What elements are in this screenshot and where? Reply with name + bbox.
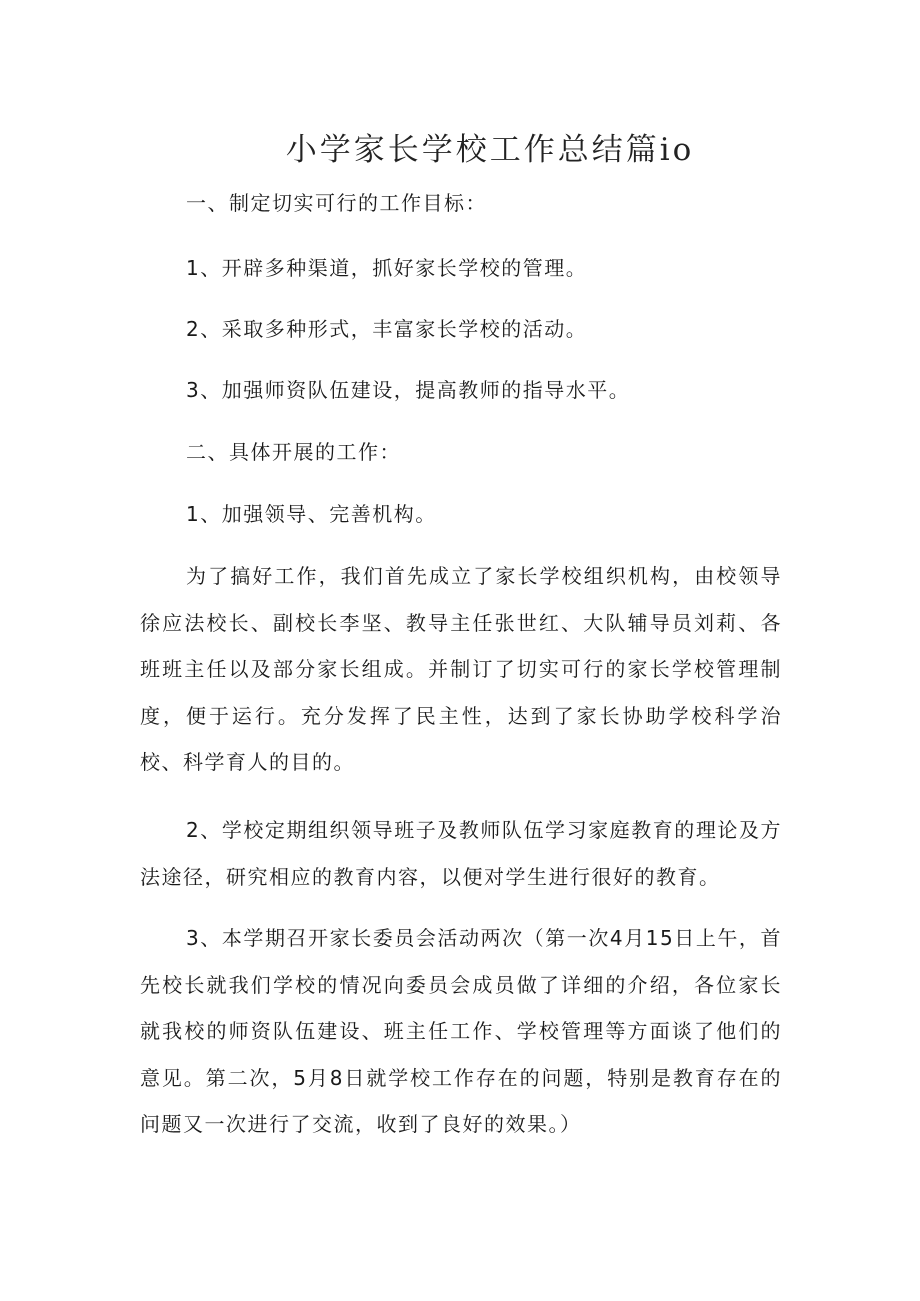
section-2-heading: 二、具体开展的工作：	[186, 440, 401, 464]
goal-item-2: 2、采取多种形式，丰富家长学校的活动。	[186, 317, 588, 341]
goal-item-1: 1、开辟多种渠道，抓好家长学校的管理。	[186, 256, 588, 280]
paragraph-parent-committee: 3、本学期召开家长委员会活动两次（第一次4月15日上午，首先校长就我们学校的情况向委员会成员做了详细的介绍，各位家长就我校的师资队伍建设、班主任工作、学校管理等方面谈了他们的意见。第二次，5月8日就学校工作存在的问题，特别是教育存在的问题又一次进行了交流，收到了良好的效果。）	[140, 926, 782, 1136]
paragraph-teacher-study: 2、学校定期组织领导班子及教师队伍学习家庭教育的理论及方法途径，研究相应的教育内容，以便对学生进行很好的教育。	[140, 818, 782, 889]
goal-item-3: 3、加强师资队伍建设，提高教师的指导水平。	[186, 378, 631, 402]
document-title: 小学家长学校工作总结篇io	[285, 132, 695, 168]
paragraph-organization: 为了搞好工作，我们首先成立了家长学校组织机构，由校领导徐应法校长、副校长李坚、教导主任张世红、大队辅导员刘莉、各班班主任以及部分家长组成。并制订了切实可行的家长学校管理制度，便于运行。充分发挥了民主性，达到了家长协助学校科学治校、科学育人的目的。	[140, 564, 782, 774]
section-1-heading: 一、制定切实可行的工作目标：	[186, 191, 487, 215]
work-item-1-title: 1、加强领导、完善机构。	[186, 502, 437, 526]
